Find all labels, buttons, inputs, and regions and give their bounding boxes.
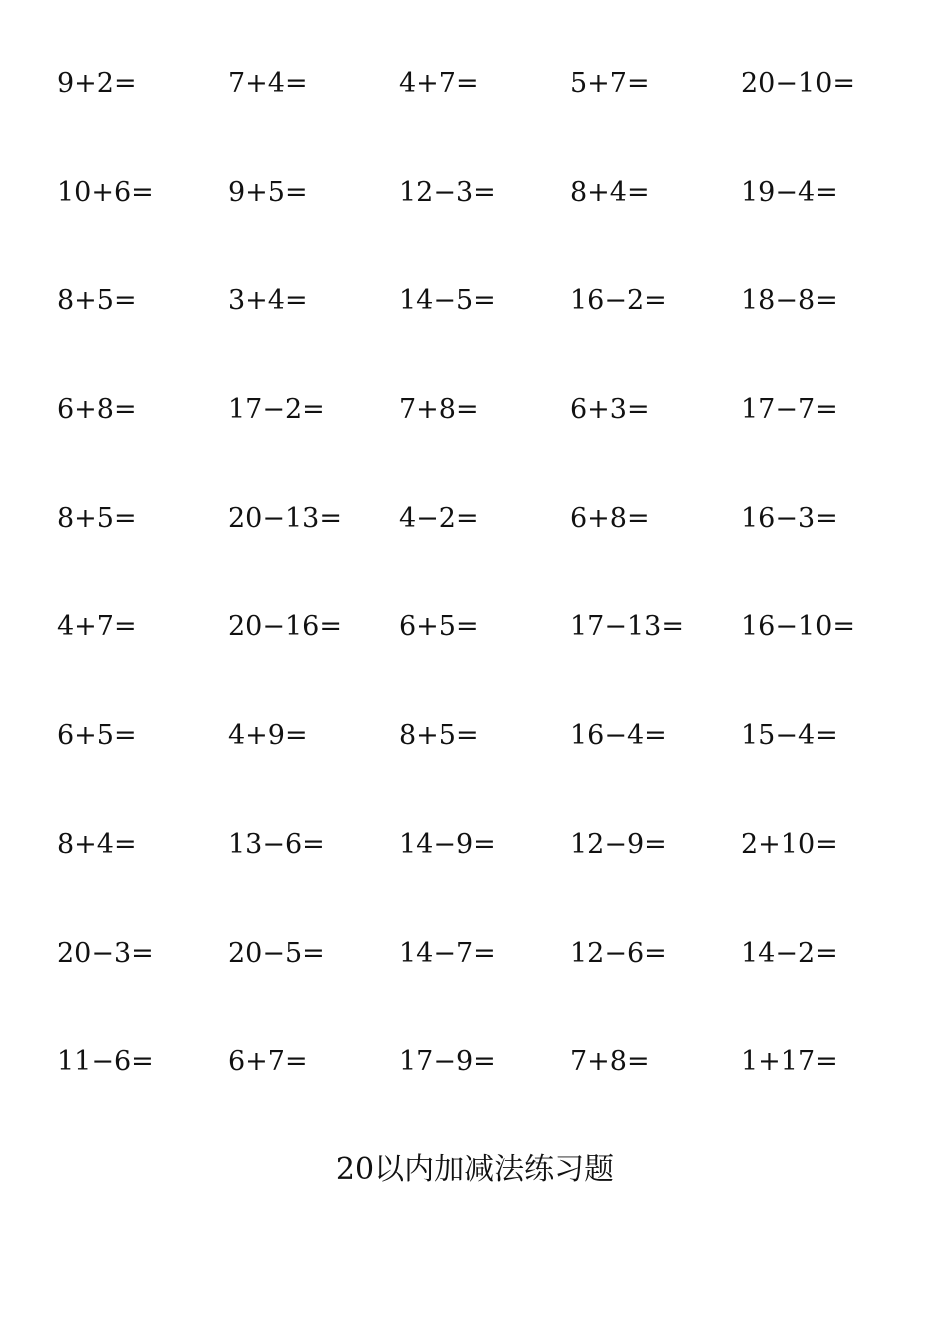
problem: 1+17= (741, 1046, 838, 1078)
problem: 6+5= (399, 611, 479, 643)
problem: 6+7= (228, 1046, 308, 1078)
problem: 17−7= (741, 394, 838, 426)
problem: 8+4= (570, 176, 650, 208)
problem: 16−3= (741, 502, 838, 534)
problem-row (57, 823, 917, 932)
problem-row (57, 932, 917, 1041)
problem: 6+8= (570, 502, 650, 534)
problem: 7+8= (399, 394, 479, 426)
problem: 14−5= (399, 285, 496, 317)
problem: 16−4= (570, 720, 667, 752)
problem: 19−4= (741, 176, 838, 208)
problem-row (57, 279, 917, 388)
problem: 12−6= (570, 937, 667, 969)
problem: 12−3= (399, 176, 496, 208)
problem-row (57, 388, 917, 497)
problem: 10+6= (57, 176, 154, 208)
problem: 5+7= (570, 68, 650, 99)
problem-grid (57, 62, 917, 1149)
problem: 7+4= (228, 68, 308, 99)
problem: 4+7= (57, 611, 137, 643)
problem: 9+2= (57, 68, 137, 99)
problem: 14−7= (399, 937, 496, 969)
problem: 20−13= (228, 502, 342, 534)
problem: 8+5= (399, 720, 479, 752)
problem: 6+5= (57, 720, 137, 752)
problem: 18−8= (741, 285, 838, 317)
problem: 14−2= (741, 937, 838, 969)
problem-row (57, 1040, 917, 1149)
problem: 7+8= (570, 1046, 650, 1078)
problem: 20−10= (741, 68, 855, 99)
problem-row (57, 605, 917, 714)
problem: 20−16= (228, 611, 342, 643)
problem: 11−6= (57, 1046, 154, 1078)
problem: 20−3= (57, 937, 154, 969)
problem: 17−13= (570, 611, 684, 643)
problem: 16−2= (570, 285, 667, 317)
problem: 4+7= (399, 68, 479, 99)
problem: 3+4= (228, 285, 308, 317)
problem: 4+9= (228, 720, 308, 752)
problem: 8+4= (57, 828, 137, 860)
problem: 20−5= (228, 937, 325, 969)
problem-row (57, 171, 917, 280)
problem: 15−4= (741, 720, 838, 752)
problem: 13−6= (228, 828, 325, 860)
problem: 6+3= (570, 394, 650, 426)
problem-row (57, 497, 917, 606)
problem-row (57, 62, 917, 171)
problem: 14−9= (399, 828, 496, 860)
problem-row (57, 714, 917, 823)
problem: 8+5= (57, 285, 137, 317)
worksheet-title: 20以内加减法练习题 (335, 1152, 615, 1187)
problem: 2+10= (741, 828, 838, 860)
problem: 9+5= (228, 176, 308, 208)
problem: 8+5= (57, 502, 137, 534)
problem: 4−2= (399, 502, 479, 534)
problem: 16−10= (741, 611, 855, 643)
problem: 6+8= (57, 394, 137, 426)
problem: 12−9= (570, 828, 667, 860)
problem: 17−9= (399, 1046, 496, 1078)
problem: 17−2= (228, 394, 325, 426)
